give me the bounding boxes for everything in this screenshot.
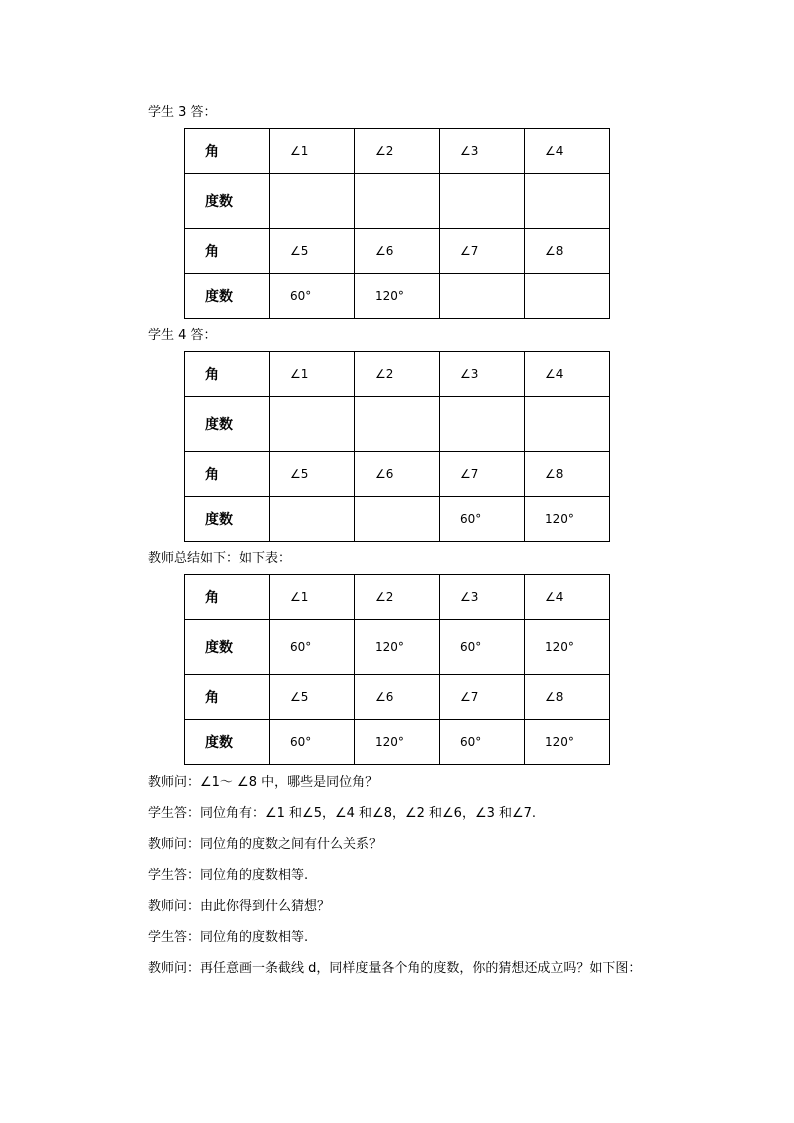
degree-cell: 60° (440, 497, 525, 542)
header-angle: 角 (185, 129, 270, 174)
degree-cell: 120° (355, 720, 440, 765)
angle-cell: ∠2 (355, 352, 440, 397)
angle-cell: ∠4 (525, 129, 610, 174)
header-degree: 度数 (185, 720, 270, 765)
dialogue-line: 教师问：再任意画一条截线 d，同样度量各个角的度数，你的猜想还成立吗？如下图： (148, 961, 642, 976)
angle-table-student3 (184, 128, 610, 319)
table-row (185, 352, 610, 397)
degree-cell (355, 497, 440, 542)
degree-cell: 60° (440, 720, 525, 765)
degree-cell: 120° (525, 620, 610, 675)
header-degree: 度数 (185, 274, 270, 319)
dialogue-line: 学生答：同位角有：∠1 和∠5，∠4 和∠8，∠2 和∠6，∠3 和∠7. (148, 806, 537, 821)
angle-table-summary (184, 574, 610, 765)
angle-cell: ∠2 (355, 575, 440, 620)
table-row (185, 229, 610, 274)
degree-cell (525, 397, 610, 452)
degree-cell: 120° (525, 497, 610, 542)
angle-cell: ∠1 (270, 575, 355, 620)
header-angle: 角 (185, 575, 270, 620)
degree-cell: 60° (270, 620, 355, 675)
table-row (185, 274, 610, 319)
table-row (185, 497, 610, 542)
dialogue-line: 学生答：同位角的度数相等. (148, 930, 309, 945)
table-row (185, 397, 610, 452)
header-degree: 度数 (185, 497, 270, 542)
dialogue-line: 教师问：同位角的度数之间有什么关系？ (148, 837, 383, 852)
student3-label: 学生 3 答： (148, 105, 217, 120)
header-angle: 角 (185, 452, 270, 497)
dialogue-line: 教师问：由此你得到什么猜想？ (148, 899, 331, 914)
angle-cell: ∠5 (270, 229, 355, 274)
degree-cell (440, 174, 525, 229)
angle-cell: ∠8 (525, 229, 610, 274)
degree-cell: 120° (355, 274, 440, 319)
angle-cell: ∠6 (355, 229, 440, 274)
angle-cell: ∠3 (440, 352, 525, 397)
angle-cell: ∠5 (270, 675, 355, 720)
degree-cell (440, 274, 525, 319)
angle-cell: ∠3 (440, 575, 525, 620)
degree-cell: 60° (270, 274, 355, 319)
header-degree: 度数 (185, 397, 270, 452)
student4-label: 学生 4 答： (148, 328, 217, 343)
angle-cell: ∠8 (525, 675, 610, 720)
angle-cell: ∠7 (440, 452, 525, 497)
degree-cell (355, 174, 440, 229)
degree-cell (525, 274, 610, 319)
angle-cell: ∠1 (270, 352, 355, 397)
angle-cell: ∠7 (440, 229, 525, 274)
degree-cell (525, 174, 610, 229)
table-row (185, 129, 610, 174)
angle-cell: ∠7 (440, 675, 525, 720)
angle-cell: ∠2 (355, 129, 440, 174)
degree-cell (355, 397, 440, 452)
angle-cell: ∠6 (355, 452, 440, 497)
header-angle: 角 (185, 229, 270, 274)
angle-cell: ∠6 (355, 675, 440, 720)
table-row (185, 174, 610, 229)
table-row (185, 675, 610, 720)
degree-cell (440, 397, 525, 452)
angle-cell: ∠4 (525, 352, 610, 397)
angle-cell: ∠1 (270, 129, 355, 174)
degree-cell (270, 397, 355, 452)
angle-cell: ∠4 (525, 575, 610, 620)
table-row (185, 720, 610, 765)
angle-table-student4 (184, 351, 610, 542)
header-angle: 角 (185, 352, 270, 397)
angle-cell: ∠8 (525, 452, 610, 497)
degree-cell (270, 497, 355, 542)
degree-cell (270, 174, 355, 229)
degree-cell: 60° (270, 720, 355, 765)
degree-cell: 120° (355, 620, 440, 675)
degree-cell: 60° (440, 620, 525, 675)
table-row (185, 452, 610, 497)
degree-cell: 120° (525, 720, 610, 765)
header-angle: 角 (185, 675, 270, 720)
header-degree: 度数 (185, 174, 270, 229)
teacher-summary-label: 教师总结如下：如下表： (148, 551, 292, 566)
table-row (185, 575, 610, 620)
dialogue-line: 学生答：同位角的度数相等. (148, 868, 309, 883)
header-degree: 度数 (185, 620, 270, 675)
angle-cell: ∠5 (270, 452, 355, 497)
dialogue-line: 教师问：∠1～ ∠8 中，哪些是同位角？ (148, 775, 379, 790)
table-row (185, 620, 610, 675)
angle-cell: ∠3 (440, 129, 525, 174)
